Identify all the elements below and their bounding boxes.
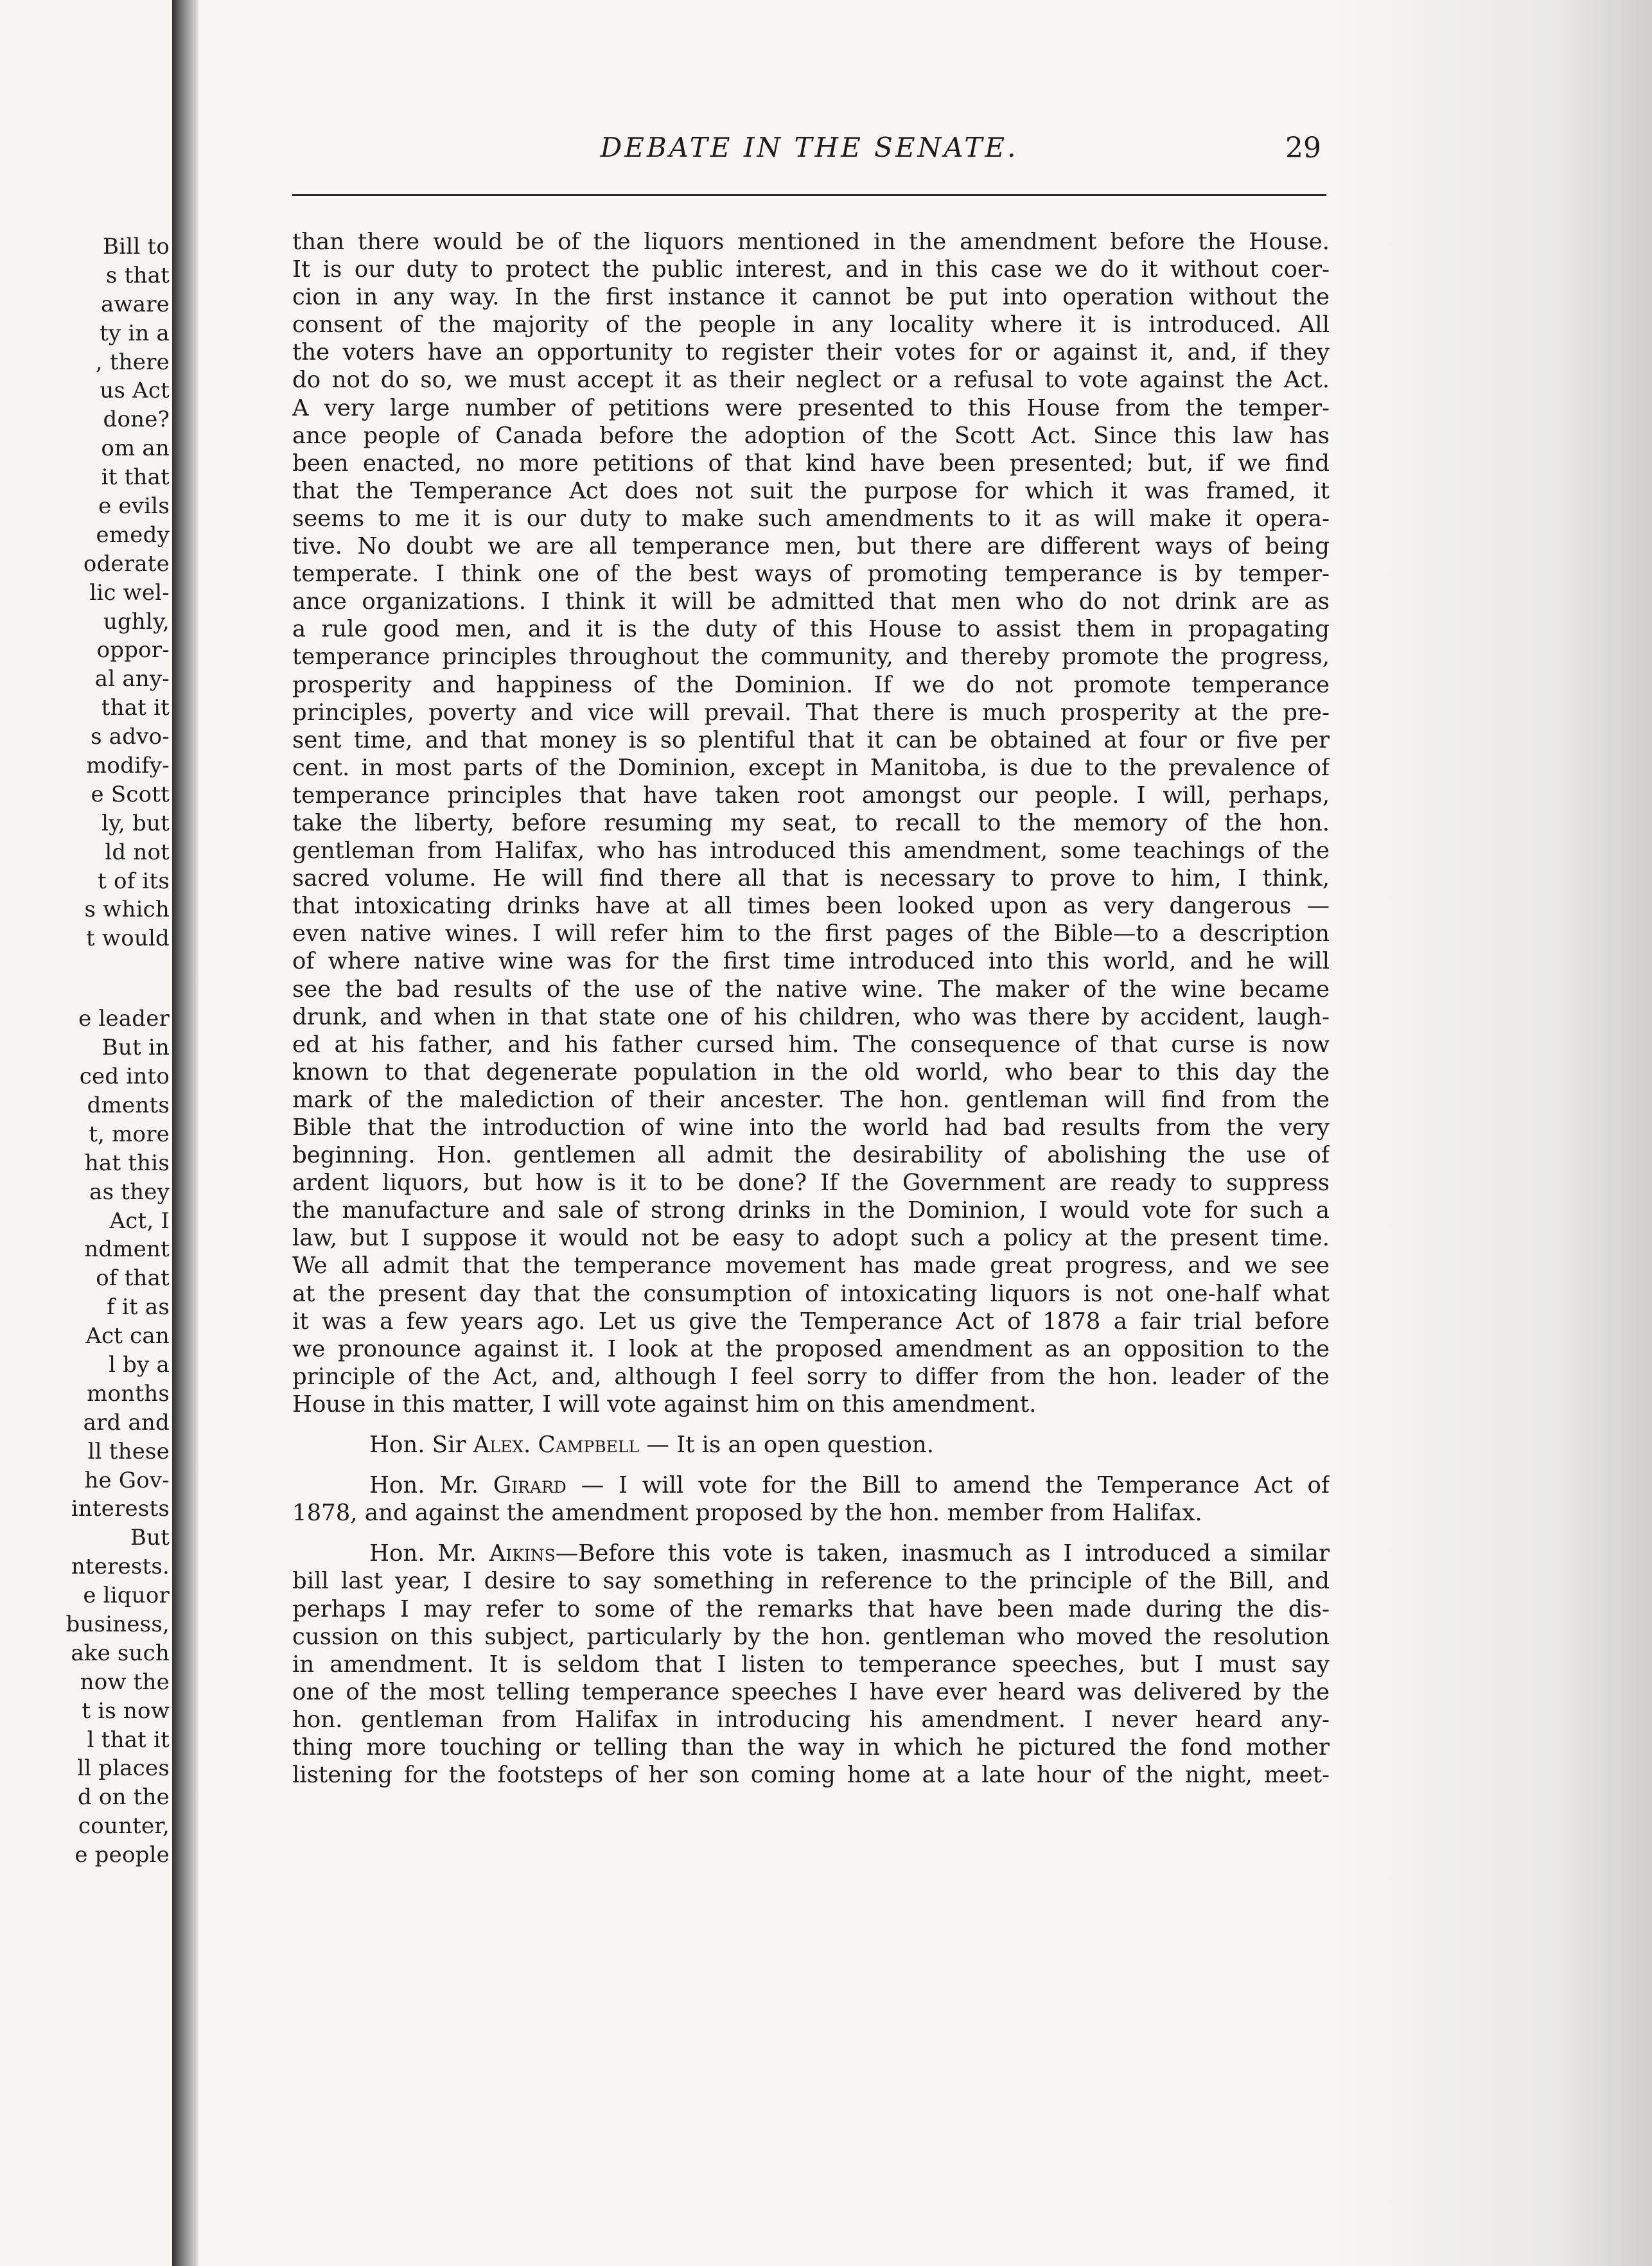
text-line: now the bbox=[80, 1669, 170, 1695]
speaker-name: Alex. Campbell bbox=[473, 1432, 640, 1459]
text-line: temperance principles that have taken root amongst our people. I will, perhaps, bbox=[292, 782, 1330, 809]
paragraph-campbell: Hon. Sir Alex. Campbell — It is an open question. bbox=[369, 1432, 935, 1459]
text-line: modify- bbox=[85, 753, 170, 779]
text-line: consent of the majority of the people in any locality where it is introduced. All bbox=[292, 312, 1330, 338]
text-line: business, bbox=[66, 1611, 170, 1637]
text-line: interests bbox=[71, 1496, 170, 1522]
text-line: dments bbox=[87, 1092, 170, 1118]
text-line: cussion on this subject, particularly by the hon. gentleman who moved the resolution bbox=[292, 1623, 1330, 1650]
text-line: drunk, and when in that state one of his children, who was there by accident, laugh- bbox=[292, 1003, 1330, 1030]
text-line: e Scott bbox=[91, 781, 170, 807]
text-line: than there would be of the liquors mentioned in the amendment before the House. bbox=[292, 229, 1330, 255]
text-line: l by a bbox=[109, 1351, 170, 1378]
text-line: ard and bbox=[83, 1409, 170, 1436]
text-line: ardent liquors, but how is it to be done? If the Government are ready to suppress bbox=[292, 1170, 1330, 1197]
page-number: 29 bbox=[1285, 132, 1321, 164]
text-line: thing more touching or telling than the way in which he pictured the fond mother bbox=[292, 1734, 1330, 1761]
text-line: perhaps I may refer to some of the remarks that have been made during the dis- bbox=[292, 1595, 1330, 1622]
text-line: ed at his father, and his father cursed him. The consequence of that curse is now bbox=[292, 1031, 1330, 1058]
text-line: oderate bbox=[83, 550, 170, 577]
text-line: even native wines. I will refer him to the first pages of the Bible—to a description bbox=[292, 920, 1330, 947]
text-line: ll these bbox=[87, 1438, 170, 1464]
text-line: hon. gentleman from Halifax in introducing his amendment. I never heard any- bbox=[292, 1706, 1330, 1733]
text-line: We all admit that the temperance movement has made great progress, and we see bbox=[292, 1252, 1330, 1279]
text-line: that intoxicating drinks have at all times been looked upon as very dangerous — bbox=[292, 893, 1330, 920]
text-line: gentleman from Halifax, who has introduced this amendment, some teachings of the bbox=[292, 838, 1330, 865]
text-line: nterests. bbox=[71, 1554, 170, 1580]
left-page-text bbox=[0, 233, 170, 1870]
text-line: that the Temperance Act does not suit the purpose for which it was framed, it bbox=[292, 477, 1330, 504]
text-line: beginning. Hon. gentlemen all admit the desirability of abolishing the use of bbox=[292, 1142, 1330, 1169]
text-line: that it bbox=[101, 695, 170, 721]
text-line: of that bbox=[96, 1265, 170, 1292]
running-head-title: DEBATE IN THE SENATE. bbox=[600, 132, 1019, 163]
text-line: Act, I bbox=[109, 1208, 170, 1234]
text-line: s that bbox=[106, 262, 170, 288]
text-line: prosperity and happiness of the Dominion. If we do not promote temperance bbox=[292, 671, 1330, 698]
text-line: sent time, and that money is so plentiful that it can be obtained at four or five per bbox=[292, 726, 1330, 753]
text-line: listening for the footsteps of her son coming home at a late hour of the night, meet- bbox=[292, 1762, 1330, 1789]
text-line: hat this bbox=[84, 1150, 170, 1176]
text-line: at the present day that the consumption of intoxicating liquors is not one-half what bbox=[292, 1280, 1330, 1307]
text-line: he Gov- bbox=[84, 1467, 170, 1493]
header-rule bbox=[292, 194, 1326, 196]
text-line: e people bbox=[75, 1842, 170, 1868]
speaker-name: Aikins bbox=[489, 1540, 556, 1567]
text-line: t, more bbox=[89, 1121, 170, 1147]
text-line: lic wel- bbox=[89, 579, 170, 606]
text-line: d on the bbox=[77, 1784, 170, 1811]
text-line: tive. No doubt we are all temperance men, but there are different ways of being bbox=[292, 533, 1330, 560]
text-line: it that bbox=[101, 464, 170, 491]
text-line: a rule good men, and it is the duty of this House to assist them in propagating bbox=[292, 616, 1330, 643]
text-line: ty in a bbox=[100, 320, 170, 346]
left-page-fragment bbox=[0, 0, 172, 2266]
text-line: it was a few years ago. Let us give the Temperance Act of 1878 a fair trial before bbox=[292, 1308, 1330, 1335]
text-line: ced into bbox=[79, 1064, 170, 1090]
text-line: sacred volume. He will find there all that is necessary to prove to him, I think, bbox=[292, 865, 1330, 892]
text-line: us Act bbox=[100, 378, 170, 404]
text-line: seems to me it is our duty to make such amendments to it as will make it opera- bbox=[292, 505, 1330, 532]
text-line: ld not bbox=[105, 839, 170, 865]
text-line: as they bbox=[89, 1179, 170, 1205]
running-head bbox=[292, 132, 1326, 177]
text-line: principles, poverty and vice will prevail. That there is much prosperity at the pre- bbox=[292, 699, 1330, 726]
text-line: counter, bbox=[78, 1813, 170, 1840]
text-line: in amendment. It is seldom that I listen to temperance speeches, but I must say bbox=[292, 1651, 1330, 1678]
text-line: t is now bbox=[82, 1698, 170, 1724]
text-line: cent. in most parts of the Dominion, except in Manitoba, is due to the prevalence of bbox=[292, 754, 1330, 781]
text-line: aware bbox=[100, 291, 170, 317]
text-line: But in bbox=[101, 1035, 170, 1061]
text-line: temperate. I think one of the best ways of promoting temperance is by temper- bbox=[292, 561, 1330, 588]
text-line: known to that degenerate population in the old world, who bear to this day the bbox=[292, 1058, 1330, 1085]
text-line: Bill to bbox=[103, 234, 170, 259]
text-line: take the liberty, before resuming my seat, to recall to the memory of the hon. bbox=[292, 809, 1330, 836]
speaker-name: Girard bbox=[493, 1472, 567, 1499]
text-line: been enacted, no more petitions of that kind have been presented; but, if we find bbox=[292, 450, 1330, 477]
body-text bbox=[292, 228, 1330, 1789]
text-line: oppor- bbox=[96, 637, 170, 663]
text-line: t would bbox=[86, 926, 170, 952]
text-line: ly, but bbox=[101, 810, 170, 836]
text-line: ndment bbox=[84, 1236, 170, 1263]
text-line: Act can bbox=[85, 1323, 170, 1349]
text-line: we pronounce against it. I look at the proposed amendment as an opposition to the bbox=[292, 1335, 1330, 1362]
text-line: one of the most telling temperance speeches I have ever heard was delivered by the bbox=[292, 1678, 1330, 1705]
text-line: months bbox=[87, 1380, 170, 1407]
text-line: the manufacture and sale of strong drinks in the Dominion, I would vote for such a bbox=[292, 1197, 1330, 1224]
text-line: s which bbox=[84, 897, 170, 923]
text-line: e evils bbox=[98, 493, 170, 520]
paragraph-speech bbox=[292, 228, 1330, 1418]
text-line: law, but I suppose it would not be easy to adopt such a policy at the present time. bbox=[292, 1225, 1330, 1252]
text-line: cion in any way. In the first instance it cannot be put into operation without the bbox=[292, 284, 1330, 311]
text-line: But bbox=[130, 1525, 170, 1551]
text-line: of where native wine was for the first time introduced into this world, and he will bbox=[292, 948, 1330, 975]
text-line: l that it bbox=[87, 1726, 170, 1753]
text-line: Bible that the introduction of wine into the world had bad results from the very bbox=[292, 1114, 1330, 1141]
text-line: , there bbox=[95, 349, 170, 375]
text-line: t of its bbox=[98, 868, 170, 894]
text-line: f it as bbox=[107, 1294, 170, 1321]
text-line: emedy bbox=[96, 522, 170, 548]
text-line: ughly, bbox=[103, 608, 170, 635]
text-line: mark of the malediction of their ancester. The hon. gentleman will find from the bbox=[292, 1086, 1330, 1113]
text-line: done? bbox=[103, 407, 170, 433]
text-line: bill last year, I desire to say something in reference to the principle of the Bill, and bbox=[292, 1568, 1330, 1595]
text-line: do not do so, we must accept it as their neglect or a refusal to vote against the Act. bbox=[292, 367, 1330, 394]
text-line: A very large number of petitions were presented to this House from the temper- bbox=[292, 394, 1330, 421]
text-line: ance people of Canada before the adoption of the Scott Act. Since this law has bbox=[292, 422, 1330, 449]
paragraph-girard: Hon. Mr. Girard — I will vote for the Bill to amend the Temperance Act of 1878, and against the amendment proposed by the hon. member from Halifax. bbox=[292, 1472, 1330, 1527]
text-line: s advo- bbox=[91, 724, 170, 750]
book-gutter bbox=[172, 0, 194, 2266]
text-line: temperance principles throughout the community, and thereby promote the progress, bbox=[292, 644, 1330, 671]
paragraph-aikins: Hon. Mr. Aikins—Before this vote is taken, inasmuch as I introduced a similar bill last year, I desire to say something in reference to the principle of the Bill, and perhaps I may refer to some of the remarks that have been made during the dis- cussion on this subject, particularly by the hon. gentleman who moved the resolution in amendment. It is seldom that I listen to temperance speeches, but I must say one of the most telling temperance speeches I have ever heard was delivered by the hon. gentleman from Halifax in introducing his amendment. I never heard any- thing more touching or telling than the way in which he pictured the fond mother listening for the footsteps of her son coming home at a late hour of the night, meet- bbox=[292, 1540, 1330, 1789]
text-line: al any- bbox=[94, 666, 170, 692]
gutter-shadow bbox=[194, 0, 199, 2266]
text-line: ake such bbox=[71, 1640, 170, 1666]
text-line: principle of the Act, and, although I feel sorry to differ from the hon. leader of the bbox=[292, 1363, 1330, 1390]
page-edge-shadow bbox=[1331, 0, 1652, 2266]
text-line: It is our duty to protect the public interest, and in this case we do it without coer- bbox=[292, 256, 1330, 283]
text-line: ll places bbox=[77, 1755, 170, 1782]
text-line: e leader bbox=[78, 1006, 170, 1032]
text-line: the voters have an opportunity to register their votes for or against it, and, if they bbox=[292, 339, 1330, 366]
text-line: House in this matter, I will vote against him on this amendment. bbox=[292, 1391, 1037, 1418]
text-line: ance organizations. I think it will be admitted that men who do not drink are as bbox=[292, 588, 1330, 615]
text-line: om an bbox=[101, 435, 170, 462]
text-line: see the bad results of the use of the native wine. The maker of the wine became bbox=[292, 976, 1330, 1003]
text-line: e liquor bbox=[83, 1583, 170, 1609]
